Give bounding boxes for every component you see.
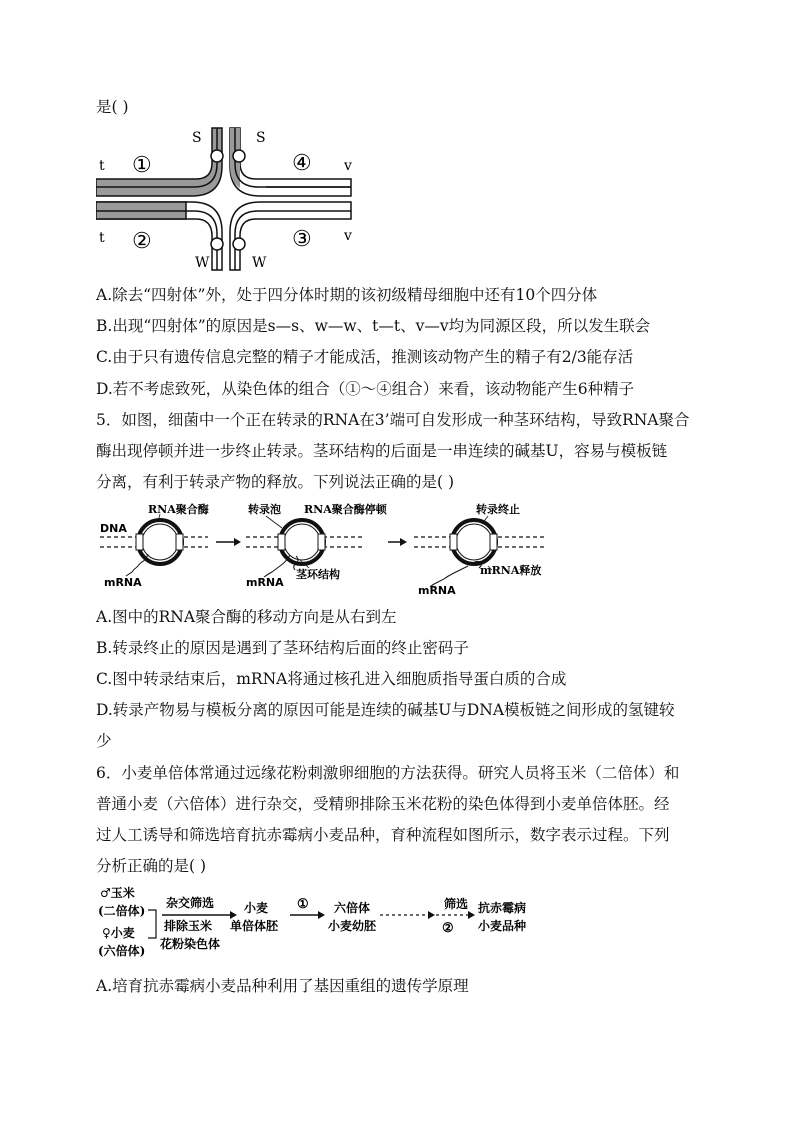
q6-stem-line-3: 过人工诱导和筛选培育抗赤霉病小麦品种，育种流程如图所示，数字表示过程。下列 [96,826,670,844]
label-v-top: v [344,158,352,174]
q5-option-b: B.转录终止的原因是遇到了茎环结构后面的终止密码子 [96,639,469,657]
label-bubble: 转录泡 [248,503,281,516]
label-male: ♂玉米 [100,886,135,900]
q5-option-d-cont: 少 [96,732,112,750]
q5-option-a: A.图中的RNA聚合酶的移动方向是从右到左 [96,608,397,626]
q6-stem-line-1: 6．小麦单倍体常通过远缘花粉刺激卵细胞的方法获得。研究人员将玉米（二倍体）和 [96,764,680,782]
panel-2 [246,502,388,589]
label-process-1: ① [297,897,309,912]
centromere-4 [233,238,245,250]
region-2-number: ② [132,229,152,254]
q4-option-d: D.若不考虑致死，从染色体的组合（①～④组合）来看，该动物能产生6种精子 [96,380,635,398]
label-male-ploidy: (二倍体) [98,904,146,918]
label-result-1: 抗赤霉病 [478,901,527,915]
label-w-left: W [195,255,210,271]
label-t-top: t [99,158,105,174]
question-fragment: 是( ) [96,98,129,116]
label-mrna-1: mRNA [104,576,142,589]
q4-option-c: C.由于只有遗传信息完整的精子才能成活，推测该动物产生的精子有2/3能存活 [96,348,634,366]
q6-option-a: A.培育抗赤霉病小麦品种利用了基因重组的遗传学原理 [96,977,469,995]
q5-stem-line-3: 分离，有利于转录产物的释放。下列说法正确的是( ) [96,473,455,491]
centromere-1 [211,150,223,162]
label-s-right: S [256,130,266,146]
region-4-number: ④ [292,151,312,176]
label-mrna-3: mRNA [418,584,456,597]
centromere-2 [233,150,245,162]
q6-stem-line-2: 普通小麦（六倍体）进行杂交，受精卵排除玉米花粉的染色体得到小麦单倍体胚。经 [96,795,670,813]
panel-1 [100,502,209,589]
label-s-left: S [192,130,202,146]
q5-option-d: D.转录产物易与模板分离的原因可能是连续的碱基U与DNA模板链之间形成的氢键较 [96,701,675,719]
label-step-c: 花粉染色体 [160,937,221,951]
centromere-3 [211,238,223,250]
label-step-b: 排除玉米 [164,919,213,933]
panel-3 [414,502,544,597]
label-female-ploidy: (六倍体) [98,944,146,958]
breeding-flow-figure [96,882,556,968]
label-screen: 筛选 [444,897,469,911]
label-w-right: W [252,255,267,271]
quadrivalent-figure [96,126,376,272]
label-step-a: 杂交筛选 [166,896,215,910]
label-process-2: ② [442,921,454,936]
transcription-figure [96,500,566,600]
q5-stem-line-1: 5．如图，细菌中一个正在转录的RNA在3’端可自发形成一种茎环结构，导致RNA聚合 [96,411,690,429]
label-rna-polymerase: RNA聚合酶 [148,503,209,516]
label-haploid-2: 单倍体胚 [230,919,279,933]
q5-option-c: C.图中转录结束后，mRNA将通过核孔进入细胞质指导蛋白质的合成 [96,670,567,688]
q4-option-a: A.除去“四射体”外，处于四分体时期的该初级精母细胞中还有10个四分体 [96,286,598,304]
label-mrna-release: mRNA释放 [480,564,542,577]
label-dna: DNA [100,522,127,535]
label-female: ♀小麦 [102,926,135,940]
label-termination: 转录终止 [476,503,520,516]
label-t-bottom: t [99,230,105,246]
label-hexaploid-1: 六倍体 [334,901,371,915]
label-result-2: 小麦品种 [478,919,527,933]
label-stem-loop: 茎环结构 [296,568,340,581]
q6-stem-line-4: 分析正确的是( ) [96,857,207,875]
region-1-number: ① [132,153,152,178]
label-mrna-2: mRNA [246,576,284,589]
label-pause: RNA聚合酶停顿 [304,503,387,516]
label-haploid-1: 小麦 [244,901,269,915]
label-v-bottom: v [344,228,352,244]
q5-stem-line-2: 酶出现停顿并进一步终止转录。茎环结构的后面是一串连续的碱基U，容易与模板链 [96,442,668,460]
region-3-number: ③ [292,227,312,252]
q4-option-b: B.出现“四射体”的原因是s—s、w—w、t—t、v—v均为同源区段，所以发生联会 [96,317,651,335]
label-hexaploid-2: 小麦幼胚 [328,919,377,933]
